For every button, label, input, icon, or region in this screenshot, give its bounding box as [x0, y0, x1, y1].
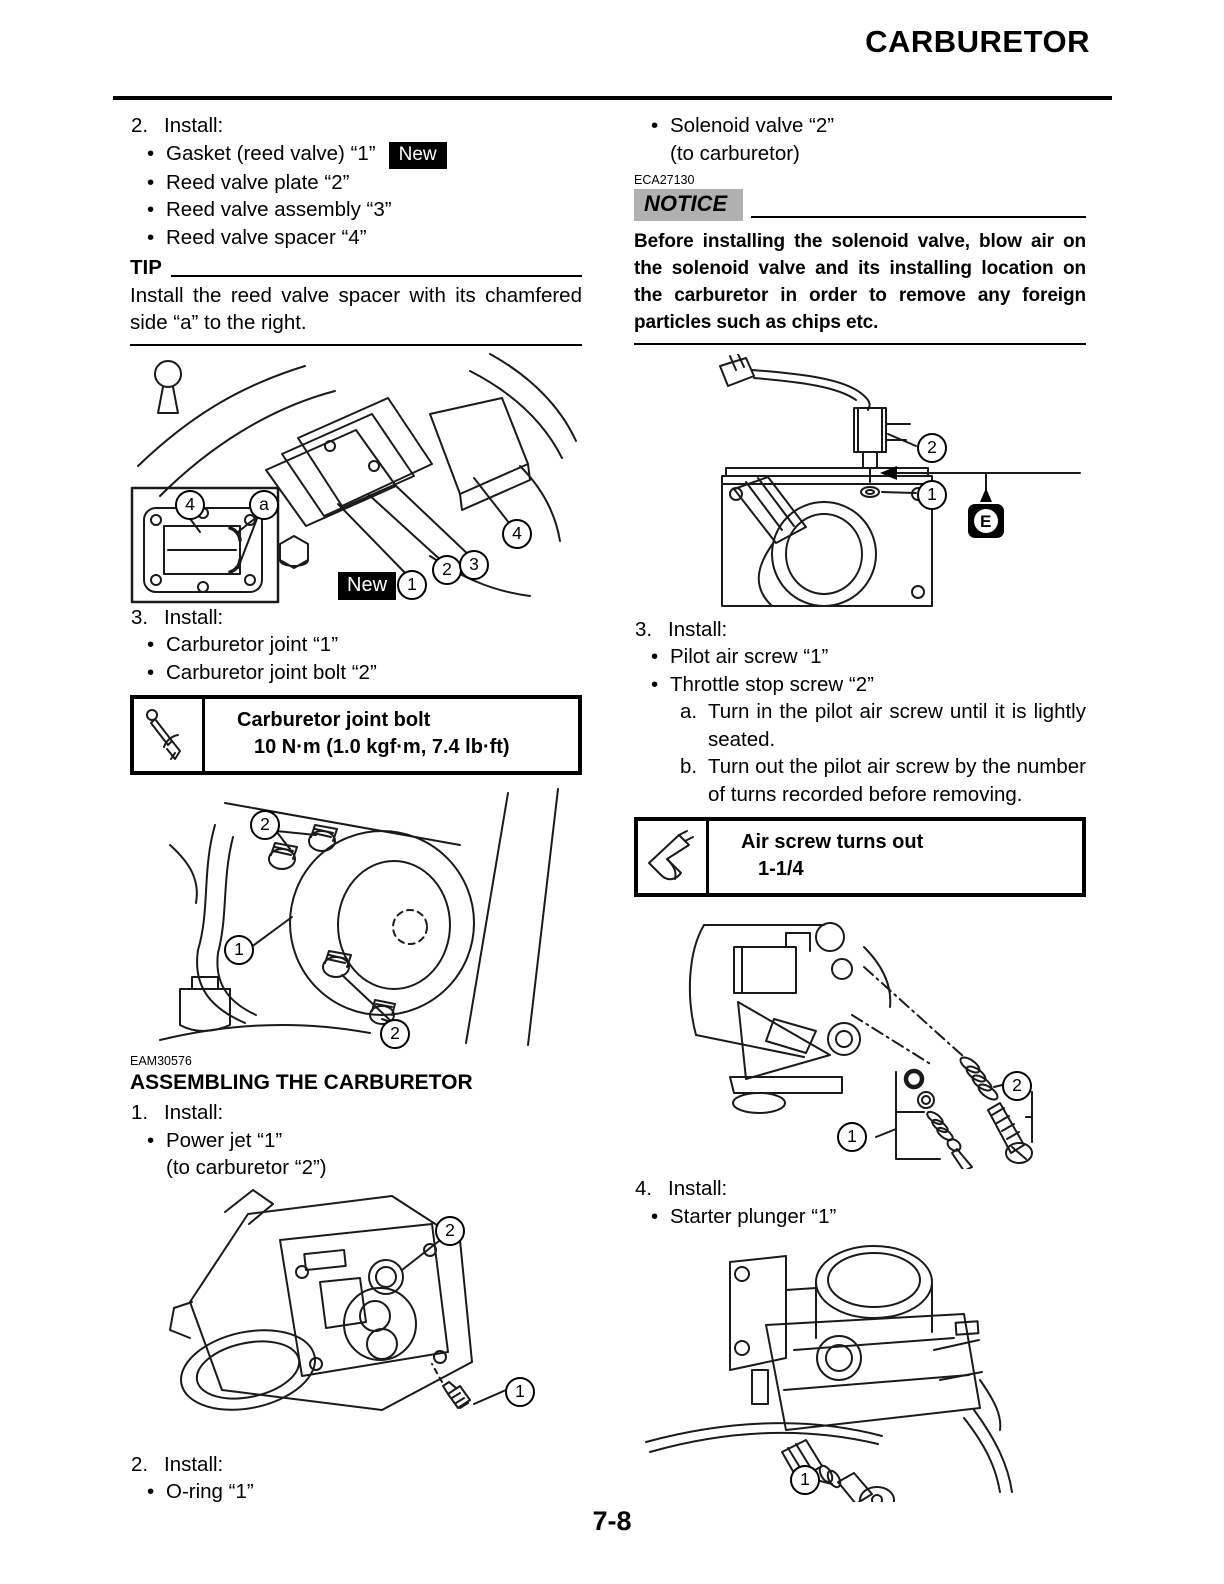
step-line [130, 604, 582, 632]
callout-2-bottom: 2 [380, 1019, 410, 1049]
step-2b-block [130, 1451, 582, 1506]
list-item [147, 196, 582, 224]
step-number: 4. [635, 1177, 653, 1200]
step-3-block [634, 616, 1086, 809]
list-item [147, 1478, 582, 1506]
reed-valve-illustration [130, 346, 582, 604]
callout-4-inset: 4 [175, 490, 205, 520]
callout-1: 1 [837, 1122, 867, 1152]
callout-2-top: 2 [250, 810, 280, 840]
substep-a [680, 698, 1086, 753]
step-number: 2. [131, 114, 149, 137]
spec-value: 1-1/4 [758, 858, 804, 880]
step-line [130, 1451, 582, 1479]
header-rule [113, 96, 1112, 100]
carburetor-joint-illustration [130, 785, 582, 1048]
item-text: Starter plunger “1” [670, 1204, 837, 1228]
list-item [147, 631, 582, 659]
figure-starter-plunger [634, 1230, 1086, 1502]
torque-wrench-icon [134, 699, 205, 771]
callout-2: 2 [435, 1216, 465, 1246]
item-subtext: (to carburetor “2”) [166, 1156, 327, 1179]
item-subtext: (to carburetor) [670, 141, 800, 165]
tip-rule [171, 275, 582, 277]
bullet: • [147, 225, 155, 249]
spec-title: Carburetor joint bolt [237, 709, 431, 731]
callout-1: 1 [790, 1465, 820, 1495]
item-text: Power jet “1” [166, 1128, 283, 1152]
callout-4: 4 [502, 519, 532, 549]
section-block [130, 1053, 582, 1096]
substep-letter: a. [680, 700, 698, 723]
bullet: • [147, 1480, 155, 1503]
figure-power-jet [130, 1182, 582, 1437]
step-line [130, 1099, 582, 1127]
callout-a: a [249, 490, 279, 520]
step-label: Install: [164, 605, 224, 629]
solenoid-item-block [634, 112, 1086, 167]
new-badge: New [389, 142, 447, 169]
step-number: 1. [131, 1101, 149, 1124]
step-label: Install: [164, 1452, 224, 1476]
tip-text: Install the reed valve spacer with its chamfered side “a” to the right. [130, 283, 582, 334]
step-1-block [130, 1099, 582, 1182]
figure-reed-valve [130, 346, 582, 604]
item-text: Solenoid valve “2” [670, 114, 835, 137]
list-item [147, 169, 582, 197]
substep-text: Turn in the pilot air screw until it is lightly seated. [708, 700, 1086, 751]
tip-label: TIP [130, 256, 162, 279]
bullet: • [147, 170, 155, 194]
figure-pilot-air-screw [634, 907, 1086, 1169]
step-4-block [634, 1175, 1086, 1230]
notice-code: ECA27130 [634, 173, 695, 187]
callout-2: 2 [1002, 1071, 1032, 1101]
notice-block [634, 172, 1086, 345]
callout-2: 2 [432, 555, 462, 585]
step-label: Install: [164, 114, 224, 137]
list-item [651, 671, 1086, 699]
list-item [147, 659, 582, 687]
step-line [634, 616, 1086, 644]
bullet: • [651, 114, 659, 137]
step-3-block [130, 604, 582, 687]
right-column [634, 112, 1086, 1502]
substep-letter: b. [680, 755, 698, 778]
section-heading: ASSEMBLING THE CARBURETOR [130, 1071, 473, 1094]
air-screw-spec-box [634, 817, 1086, 897]
substep-b [680, 753, 1086, 808]
torque-spec-text [205, 699, 514, 771]
tip-header [130, 254, 582, 282]
item-text: Throttle stop screw “2” [670, 672, 874, 696]
list-item [651, 1203, 1086, 1231]
spec-value: 10 N·m (1.0 kgf·m, 7.4 lb·ft) [254, 736, 510, 758]
callout-1: 1 [224, 935, 254, 965]
section-code: EAM30576 [130, 1054, 192, 1068]
notice-rule [751, 216, 1086, 218]
callout-1: 1 [917, 480, 947, 510]
notice-header [634, 189, 1086, 221]
step-number: 3. [131, 605, 149, 629]
item-text: Carburetor joint bolt “2” [166, 660, 377, 684]
bullet: • [651, 1204, 659, 1228]
callout-3: 3 [459, 550, 489, 580]
step-number: 2. [131, 1452, 149, 1476]
spec-title: Air screw turns out [741, 831, 924, 853]
torque-spec-box [130, 695, 582, 775]
page-title: CARBURETOR [865, 24, 1090, 59]
left-column [130, 112, 582, 1506]
step-line [634, 1175, 1086, 1203]
starter-plunger-illustration [634, 1230, 1086, 1502]
list-item [651, 112, 1086, 140]
step-line [130, 112, 582, 140]
item-text [166, 140, 582, 169]
item-text: Reed valve plate “2” [166, 170, 350, 194]
bullet: • [147, 1128, 155, 1152]
new-badge: New [338, 572, 396, 600]
notice-badge: NOTICE [634, 189, 743, 221]
air-screw-spec-text [709, 821, 927, 893]
item-label: Gasket (reed valve) “1” [166, 141, 376, 165]
figure-carburetor-joint [130, 785, 582, 1048]
bullet: • [147, 141, 155, 165]
bullet: • [147, 633, 155, 656]
solenoid-valve-illustration [634, 354, 1086, 616]
substep-text: Turn out the pilot air screw by the number of turns recorded before removing. [708, 755, 1086, 806]
item-text: Carburetor joint “1” [166, 633, 339, 656]
page-number: 7-8 [592, 1506, 632, 1536]
step-number: 3. [635, 617, 653, 641]
figure-solenoid-valve [634, 354, 1086, 616]
step-label: Install: [164, 1101, 224, 1124]
list-item [147, 224, 582, 252]
bullet: • [147, 198, 155, 221]
bullet: • [651, 672, 659, 696]
notice-close-rule [634, 343, 1086, 345]
bullet: • [147, 660, 155, 684]
item-text: O-ring “1” [166, 1480, 254, 1503]
list-item [651, 643, 1086, 671]
step-label: Install: [668, 617, 728, 641]
item-text: Reed valve spacer “4” [166, 225, 367, 249]
step-2-block [130, 112, 582, 251]
item-text: Reed valve assembly “3” [166, 198, 392, 221]
callout-1: 1 [505, 1377, 535, 1407]
list-item [147, 140, 582, 169]
item-text: Pilot air screw “1” [670, 645, 829, 668]
oil-symbol: E [980, 511, 992, 531]
notice-text: Before installing the solenoid valve, blow air on the solenoid valve and its installing location on the carburetor in order to remove any foreign particles such as chips etc. [634, 230, 1086, 333]
caliper-icon [638, 821, 709, 893]
bullet: • [651, 645, 659, 668]
callout-2: 2 [917, 433, 947, 463]
list-item [147, 1127, 582, 1155]
tip-block [130, 254, 582, 346]
callout-1: 1 [397, 570, 427, 600]
step-label: Install: [668, 1177, 728, 1200]
